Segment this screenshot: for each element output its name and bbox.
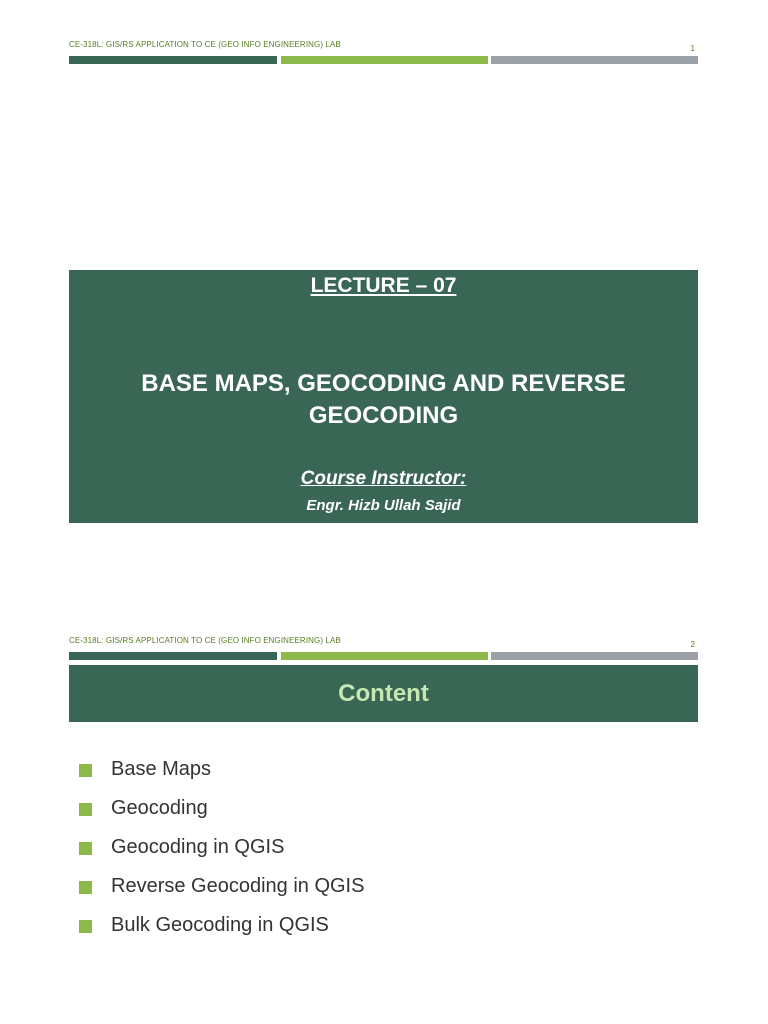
square-bullet-icon (79, 803, 92, 816)
lecture-number: LECTURE – 07 (310, 274, 457, 297)
instructor-label: Course Instructor: (300, 468, 467, 489)
list-item-text: Reverse Geocoding in QGIS (111, 875, 365, 897)
list-item-text: Geocoding in QGIS (111, 836, 285, 858)
content-title: Content (338, 680, 429, 707)
slide-2 (0, 596, 768, 1024)
header-bar-dark-green (69, 56, 277, 64)
header-bar-dark-green (69, 652, 277, 660)
content-title-panel (69, 665, 698, 722)
course-header: CE-318L: GIS/RS APPLICATION TO CE (GEO INFO ENGINEERING) LAB (69, 636, 341, 645)
header-bar-gray (491, 56, 698, 64)
list-item-text: Base Maps (111, 758, 212, 780)
header-bar-light-green (281, 652, 488, 660)
square-bullet-icon (79, 764, 92, 777)
square-bullet-icon (79, 920, 92, 933)
title-panel (69, 270, 698, 523)
header-bar-gray (491, 652, 698, 660)
page-number: 2 (690, 640, 695, 649)
square-bullet-icon (79, 842, 92, 855)
list-item-text: Bulk Geocoding in QGIS (111, 914, 329, 936)
instructor-name: Engr. Hizb Ullah Sajid (306, 497, 461, 514)
page-number: 1 (690, 44, 695, 53)
list-item-text: Geocoding (111, 797, 208, 819)
lecture-title: BASE MAPS, GEOCODING AND REVERSE GEOCODING (141, 370, 626, 429)
course-header: CE-318L: GIS/RS APPLICATION TO CE (GEO INFO ENGINEERING) LAB (69, 40, 341, 49)
square-bullet-icon (79, 881, 92, 894)
header-bar-light-green (281, 56, 488, 64)
